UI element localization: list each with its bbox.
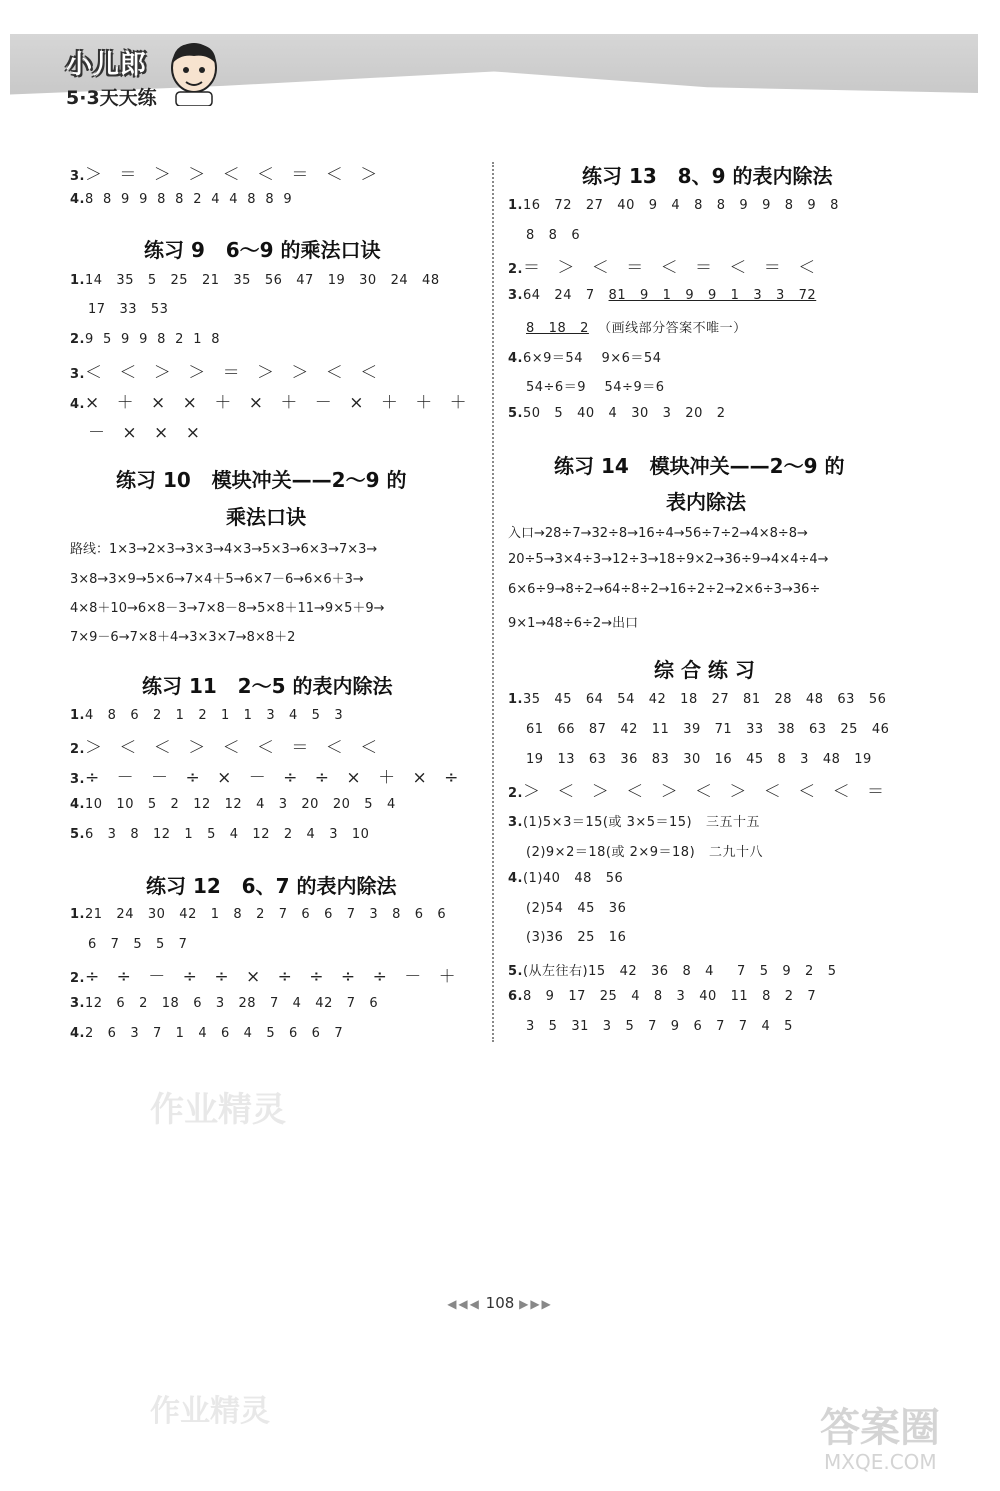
answer-line: 17 33 53 xyxy=(88,302,169,317)
section-title-ex10-line2: 乘法口诀 xyxy=(226,505,306,529)
brand-logo xyxy=(66,44,157,110)
answer-line: 1.21 24 30 42 1 8 2 7 6 6 7 3 8 6 6 xyxy=(70,907,447,922)
route-line: 9×1→48÷6÷2→出口 xyxy=(508,616,639,631)
answer-line: 5.(从左往右)15 42 36 8 4 7 5 9 2 5 xyxy=(508,964,837,979)
section-title-ex10: 练习 10 模块冲关——2～9 的 xyxy=(116,468,407,492)
watermark-text: 作业精灵 xyxy=(150,1394,270,1429)
answer-line: 1.16 72 27 40 9 4 8 8 9 9 8 9 8 xyxy=(508,198,839,213)
answer-line: 3.(1)5×3＝15(或 3×5＝15) 三五十五 xyxy=(508,815,761,830)
watermark-text: 作业精灵 xyxy=(150,1090,286,1130)
answer-line: 4.× ＋ × × ＋ × ＋ － × ＋ ＋ ＋ xyxy=(70,393,473,413)
route-line: 20÷5→3×4÷3→12÷3→18÷9×2→36÷9→4×4÷4→ xyxy=(508,552,829,567)
route-line: 4×8＋10→6×8－3→7×8－8→5×8＋11→9×5＋9→ xyxy=(70,601,385,616)
brand-name: 小儿郎 xyxy=(66,50,148,80)
answer-line: 2.9 5 9 9 8 2 1 8 xyxy=(70,332,221,347)
column-divider xyxy=(492,162,494,1042)
route-line: 路线：1×3→2×3→3×3→4×3→5×3→6×3→7×3→ xyxy=(70,542,378,557)
answer-line: 4.8 8 9 9 8 8 2 4 4 8 8 9 xyxy=(70,192,293,207)
answer-line: 3.＜ ＜ ＞ ＞ ＝ ＞ ＞ ＜ ＜ xyxy=(70,363,384,383)
route-line: 3×8→3×9→5×6→7×4＋5→6×7－6→6×6＋3→ xyxy=(70,572,364,587)
answer-line: (2)9×2＝18(或 2×9＝18) 二九十八 xyxy=(526,845,764,860)
route-line: 6×6÷9→8÷2→64÷8÷2→16÷2÷2→2×6÷3→36÷ xyxy=(508,582,821,597)
answer-line: － × × × xyxy=(88,423,206,443)
answer-line: 8 18 2 （画线部分答案不唯一） xyxy=(526,321,747,336)
watermark-url: MXQE.COM xyxy=(824,1450,937,1474)
answer-line: (2)54 45 36 xyxy=(526,901,627,916)
answer-line: 1.4 8 6 2 1 2 1 1 3 4 5 3 xyxy=(70,708,344,723)
answer-line: 5.50 5 40 4 30 3 20 2 xyxy=(508,406,726,421)
answer-line: 3.64 24 7 81 9 1 9 9 1 3 3 72 xyxy=(508,288,817,303)
answer-line: 1.14 35 5 25 21 35 56 47 19 30 24 48 xyxy=(70,273,440,288)
section-title-ex9: 练习 9 6～9 的乘法口诀 xyxy=(144,238,381,262)
watermark-logo: 答案圈 xyxy=(820,1405,940,1451)
answer-line: 61 66 87 42 11 39 71 33 38 63 25 46 xyxy=(526,722,890,737)
route-line: 7×9－6→7×8＋4→3×3×7→8×8＋2 xyxy=(70,630,296,645)
page-number-footer xyxy=(0,1294,1000,1312)
page-number: 108 xyxy=(485,1294,515,1312)
answer-line: 1.35 45 64 54 42 18 27 81 28 48 63 56 xyxy=(508,692,887,707)
section-title-ex13: 练习 13 8、9 的表内除法 xyxy=(582,164,833,188)
answer-line: 5.6 3 8 12 1 5 4 12 2 4 3 10 xyxy=(70,827,370,842)
answer-line: 3.12 6 2 18 6 3 28 7 4 42 7 6 xyxy=(70,996,379,1011)
answer-line: 3.＞ ＝ ＞ ＞ ＜ ＜ ＝ ＜ ＞ xyxy=(70,165,384,185)
section-title-ex14-line2: 表内除法 xyxy=(666,490,746,514)
answer-line: 6 7 5 5 7 xyxy=(88,937,188,952)
answer-line: 2.＞ ＜ ＜ ＞ ＜ ＜ ＝ ＜ ＜ xyxy=(70,738,384,758)
answer-line: 4.10 10 5 2 12 12 4 3 20 20 5 4 xyxy=(70,797,396,812)
answer-line: 2.÷ ÷ － ÷ ÷ × ÷ ÷ ÷ ÷ － ＋ xyxy=(70,967,462,987)
left-arrows-icon: ◀◀◀ xyxy=(447,1297,481,1311)
section-title-comprehensive: 综 合 练 习 xyxy=(654,658,755,682)
answer-line: 4.2 6 3 7 1 4 6 4 5 6 6 7 xyxy=(70,1026,344,1041)
section-title-ex11: 练习 11 2～5 的表内除法 xyxy=(142,674,393,698)
answer-line: 4.(1)40 48 56 xyxy=(508,871,624,886)
answer-line: (3)36 25 16 xyxy=(526,930,627,945)
right-arrows-icon: ▶▶▶ xyxy=(519,1297,553,1311)
answer-line: 2.＞ ＜ ＞ ＜ ＞ ＜ ＞ ＜ ＜ ＜ ＝ xyxy=(508,782,891,802)
brand-sub: 5·3天天练 xyxy=(66,87,157,109)
answer-line: 19 13 63 36 83 30 16 45 8 3 48 19 xyxy=(526,752,872,767)
answer-line: 2.＝ ＞ ＜ ＝ ＜ ＝ ＜ ＝ ＜ xyxy=(508,258,822,278)
answer-line: 54÷6＝9 54÷9＝6 xyxy=(526,380,665,395)
answer-line: 4.6×9＝54 9×6＝54 xyxy=(508,351,662,366)
mascot-boy-icon xyxy=(164,38,224,110)
answer-line: 3.÷ － － ÷ × － ÷ ÷ × ＋ × ÷ xyxy=(70,768,465,788)
section-title-ex12: 练习 12 6、7 的表内除法 xyxy=(146,874,397,898)
answer-line: 8 8 6 xyxy=(526,228,581,243)
route-line: 入口→28÷7→32÷8→16÷4→56÷7÷2→4×8÷8→ xyxy=(508,526,808,541)
answer-line: 3 5 31 3 5 7 9 6 7 7 4 5 xyxy=(526,1019,793,1034)
answer-line: 6.8 9 17 25 4 8 3 40 11 8 2 7 xyxy=(508,989,817,1004)
section-title-ex14: 练习 14 模块冲关——2～9 的 xyxy=(554,454,845,478)
